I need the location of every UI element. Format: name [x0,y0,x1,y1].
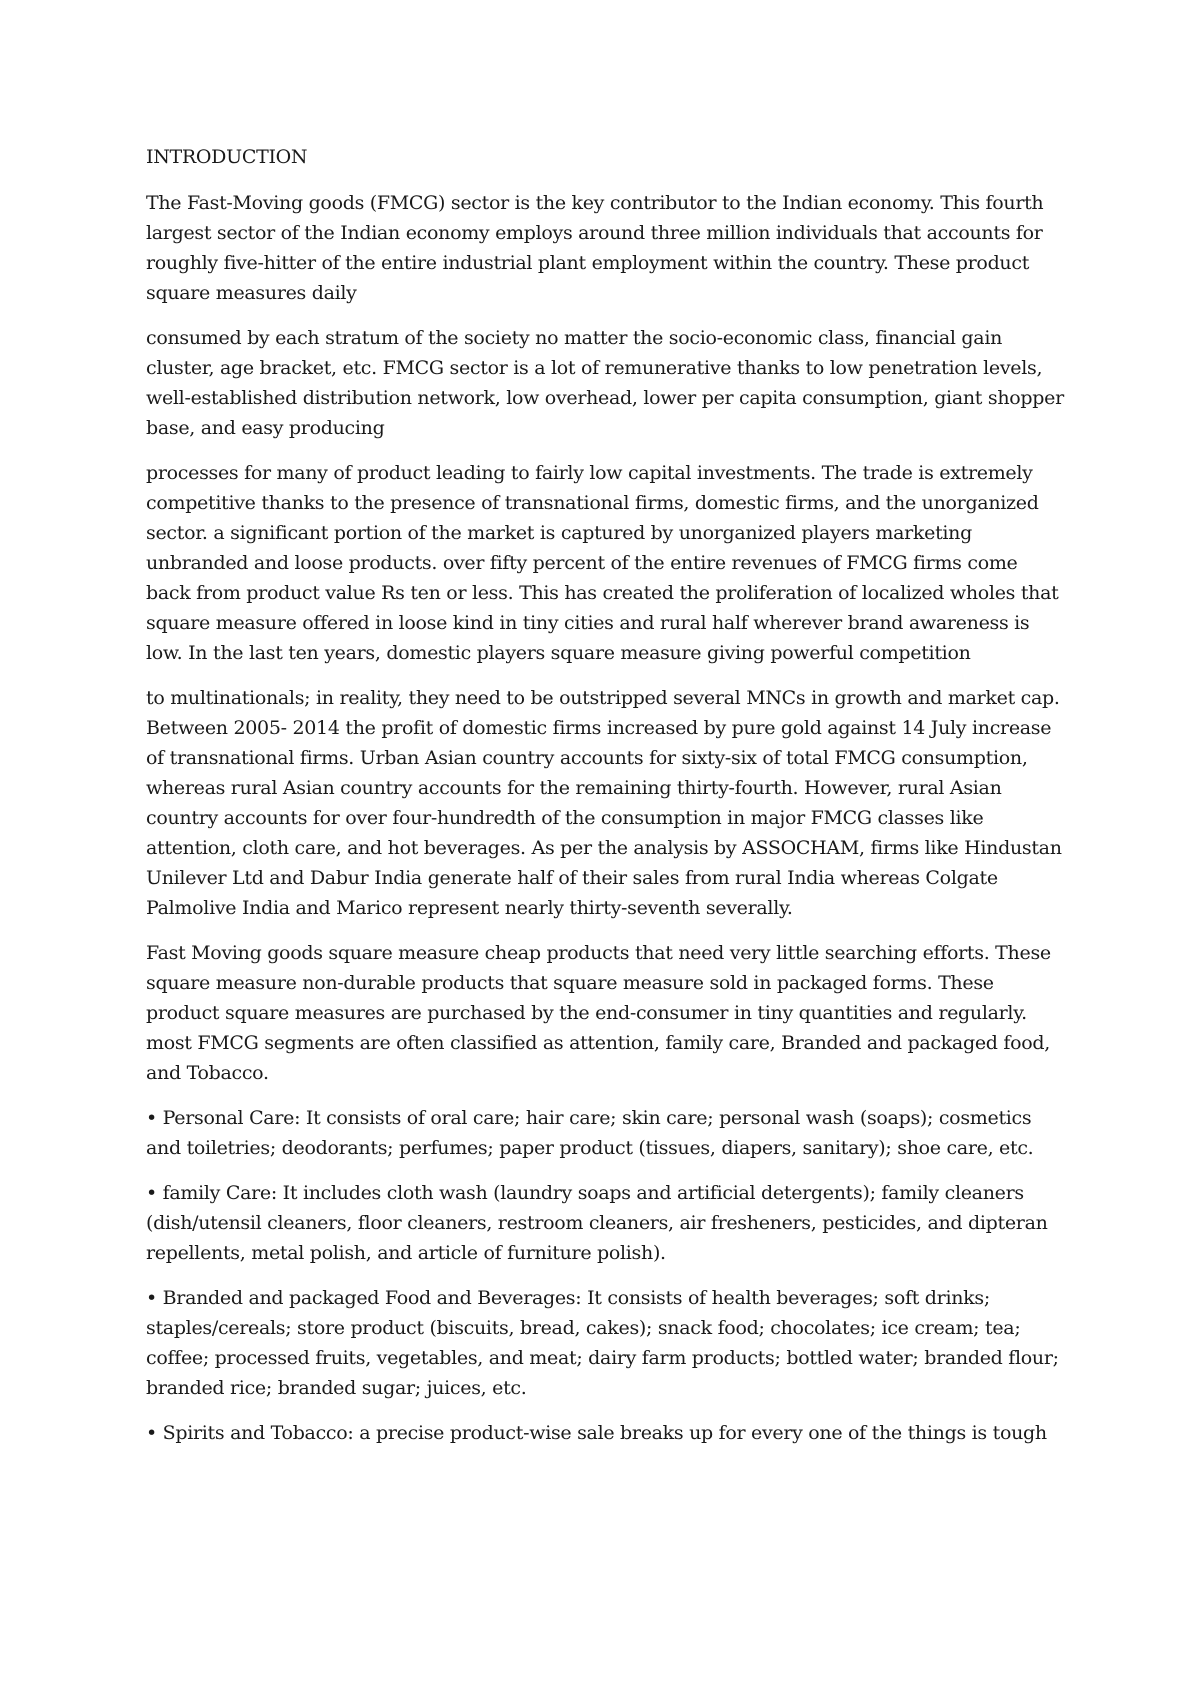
section-heading: INTRODUCTION [146,146,308,168]
list-item-family-care: • family Care: It includes cloth wash (laundry soaps and artificial detergents); family cleaners (dish/utensil cleaners, floor cleaners, restroom cleaners, air fresheners, pesticides, and dipteran repellents, metal polish, and article of furniture polish). [146,1182,1048,1264]
paragraph-competition: processes for many of product leading to fairly low capital investments. The trade is extremely competitive thanks to the presence of transnational firms, domestic firms, and the unorganized sector. a significant portion of the market is captured by unorganized players marketing unbranded and loose products. over fifty percent of the entire revenues of FMCG firms come back from product value Rs ten or less. This has created the proliferation of localized wholes that square measure offered in loose kind in tiny cities and rural half wherever brand awareness is low. In the last ten years, domestic players square measure giving powerful competition [146,462,1059,664]
paragraph-multinationals: to multinationals; in reality, they need to be outstripped several MNCs in growth and market cap. Between 2005- 2014 the profit of domestic firms increased by pure gold against 14 July increase of transnational firms. Urban Asian country accounts for sixty-six of total FMCG consumption, whereas rural Asian country accounts for the remaining thirty-fourth. However, rural Asian country accounts for over four-hundredth of the consumption in major FMCG classes like attention, cloth care, and hot beverages. As per the analysis by ASSOCHAM, firms like Hindustan Unilever Ltd and Dabur India generate half of their sales from rural India whereas Colgate Palmolive India and Marico represent nearly thirty-seventh severally. [146,687,1062,919]
paragraph-fmcg-overview: The Fast-Moving goods (FMCG) sector is the key contributor to the Indian economy. This fourth largest sector of the Indian economy employs around three million individuals that accounts for roughly five-hitter of the entire industrial plant employment within the country. These product square measures daily [146,192,1044,304]
list-item-food-beverages: • Branded and packaged Food and Beverages: It consists of health beverages; soft drinks; staples/cereals; store product (biscuits, bread, cakes); snack food; chocolates; ice cream; tea; coffee; processed fruits, vegetables, and meat; dairy farm products; bottled water; branded flour; branded rice; branded sugar; juices, etc. [146,1287,1059,1399]
list-item-personal-care: • Personal Care: It consists of oral care; hair care; skin care; personal wash (soaps); cosmetics and toiletries; deodorants; perfumes; paper product (tissues, diapers, sanitary); shoe care, etc. [146,1107,1034,1159]
document-body [146,142,1066,1463]
paragraph-product-definition: Fast Moving goods square measure cheap products that need very little searching efforts. These square measure non-durable products that square measure sold in packaged forms. These product square measures are purchased by the end-consumer in tiny quantities and regularly. most FMCG segments are often classified as attention, family care, Branded and packaged food, and Tobacco. [146,942,1051,1084]
list-item-spirits-tobacco: • Spirits and Tobacco: a precise product-wise sale breaks up for every one of the things is tough [146,1422,1047,1444]
paragraph-consumption: consumed by each stratum of the society no matter the socio-economic class, financial gain cluster, age bracket, etc. FMCG sector is a lot of remunerative thanks to low penetration levels, well-established distribution network, low overhead, lower per capita consumption, giant shopper base, and easy producing [146,327,1064,439]
